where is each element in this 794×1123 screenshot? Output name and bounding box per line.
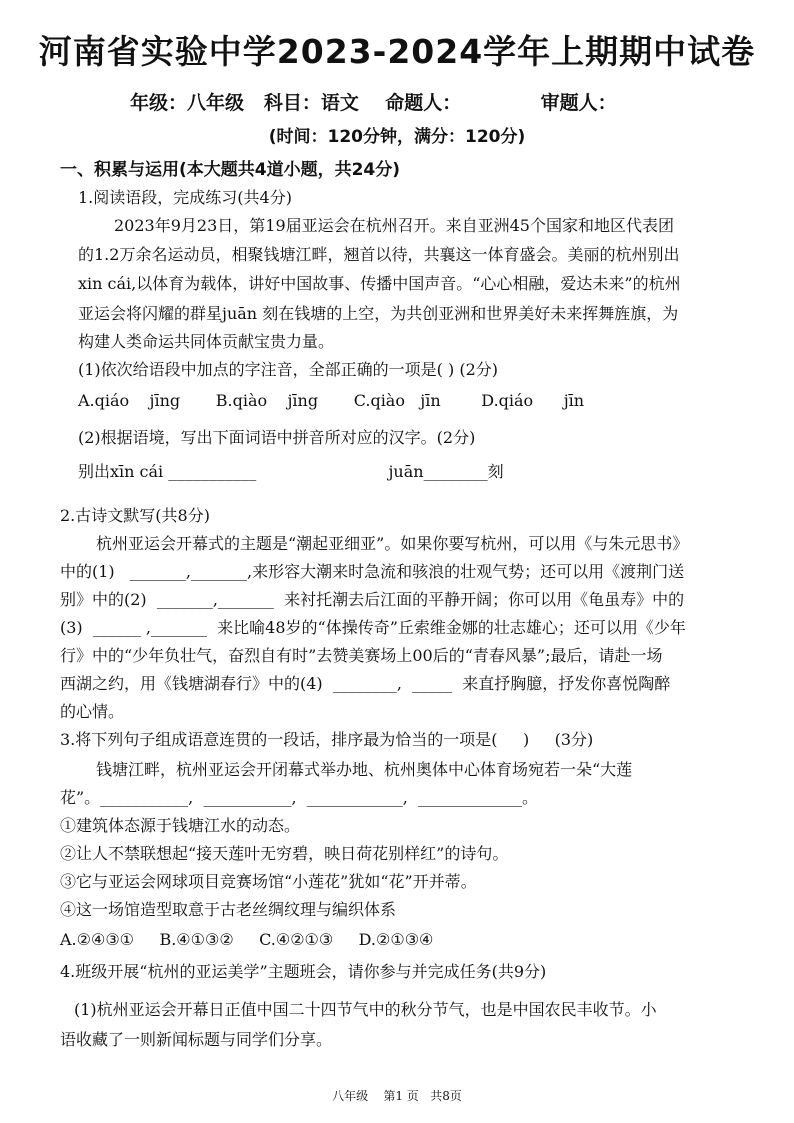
q3-line: 花”。___________, ___________, ____________, _____________。 xyxy=(60,788,538,807)
q4-line: (1)杭州亚运会开幕日正值中国二十四节气中的秋分节气，也是中国农民丰收节。小 xyxy=(74,1000,657,1019)
q3-item: ④这一场馆造型取意于古老丝绸纹理与编织体系 xyxy=(60,900,397,919)
q1-passage-line: 的1.2万余名运动员，相聚钱塘江畔，翘首以待，共襄这一体育盛会。美丽的杭州别出 xyxy=(78,245,680,264)
exam-meta-line: 年级：八年级 科目：语文 命题人： 审题人： xyxy=(130,92,617,114)
q1-sub2: (2)根据语境，写出下面词语中拼音所对应的汉字。(2分) xyxy=(78,428,476,447)
q1-passage-line: 构建人类命运共同体贡献宝贵力量。 xyxy=(78,332,335,351)
section-heading: 一、积累与运用(本大题共4道小题，共24分) xyxy=(60,160,401,180)
q2-line: 别》中的(2) _______,_______ 来衬托潮去后江面的平静开阔；你可以用《龟虽寿》中的 xyxy=(60,590,685,609)
q2-line: (3) ______ ,_______ 来比喻48岁的“体操传奇”丘索维金娜的壮志雄心；还可以用《少年 xyxy=(60,618,686,637)
q1-passage-line: xin cái,以体育为载体，讲好中国故事、传播中国声音。“心心相融，爱达未来”的杭州 xyxy=(78,274,681,293)
time-info: (时间：120分钟，满分：120分) xyxy=(268,127,526,147)
q3-item: ③它与亚运会网球项目竞赛场馆“小莲花”犹如“花”开并蒂。 xyxy=(60,872,477,891)
q3-item: ②让人不禁联想起“接天莲叶无穷碧，映日荷花别样红”的诗句。 xyxy=(60,844,509,863)
exam-title: 河南省实验中学2023-2024学年上期期中试卷 xyxy=(38,32,756,71)
q2-title: 2.古诗文默写(共8分) xyxy=(60,506,210,525)
q4-line: 语收藏了一则新闻标题与同学们分享。 xyxy=(60,1030,333,1049)
q3-line: 钱塘江畔，杭州亚运会开闭幕式举办地、杭州奥体中心体育场宛若一朵“大莲 xyxy=(96,760,633,779)
q2-line: 西湖之约，用《钱塘湖春行》中的(4) ________, _____ 来直抒胸臆，抒发你喜悦陶醉 xyxy=(60,674,671,693)
q4-title: 4.班级开展“杭州的亚运美学”主题班会，请你参与并完成任务(共9分) xyxy=(60,962,547,981)
q3-title: 3.将下列句子组成语意连贯的一段话，排序最为恰当的一项是( ) (3分) xyxy=(60,730,594,749)
q3-options: A.②④③① B.④①③② C.④②①③ D.②①③④ xyxy=(60,930,434,949)
q1-sub1: (1)依次给语段中加点的字注音，全部正确的一项是( ) (2分) xyxy=(78,360,498,379)
q2-line: 的心情。 xyxy=(60,702,125,721)
q2-line: 杭州亚运会开幕式的主题是“潮起亚细亚”。如果你要写杭州，可以用《与朱元思书》 xyxy=(96,534,689,553)
q2-line: 中的(1) _______,_______,来形容大潮来时急流和骇浪的壮观气势；还可以用《渡荆门送 xyxy=(60,562,685,581)
q1-sub2-blanks: 别出xīn cái ___________ juān________刻 xyxy=(78,462,504,481)
q1-passage-line: 2023年9月23日，第19届亚运会在杭州召开。来自亚洲45个国家和地区代表团 xyxy=(114,216,674,235)
q1-sub1-options: A.qiáo jīng B.qiào jīng C.qiào jīn D.qiáo jīn xyxy=(78,391,585,410)
q3-item: ①建筑体态源于钱塘江水的动态。 xyxy=(60,816,301,835)
page-footer: 八年级 第1 页 共8页 xyxy=(332,1089,462,1103)
q1-passage-line: 亚运会将闪耀的群星juān 刻在钱塘的上空，为共创亚洲和世界美好未来挥舞旌旗，为 xyxy=(78,304,679,323)
q2-line: 行》中的“少年负壮气，奋烈自有时”去赞美赛场上00后的“青春风暴”;最后，请赴一场 xyxy=(60,646,663,665)
q1-title: 1.阅读语段，完成练习(共4分) xyxy=(78,188,292,207)
